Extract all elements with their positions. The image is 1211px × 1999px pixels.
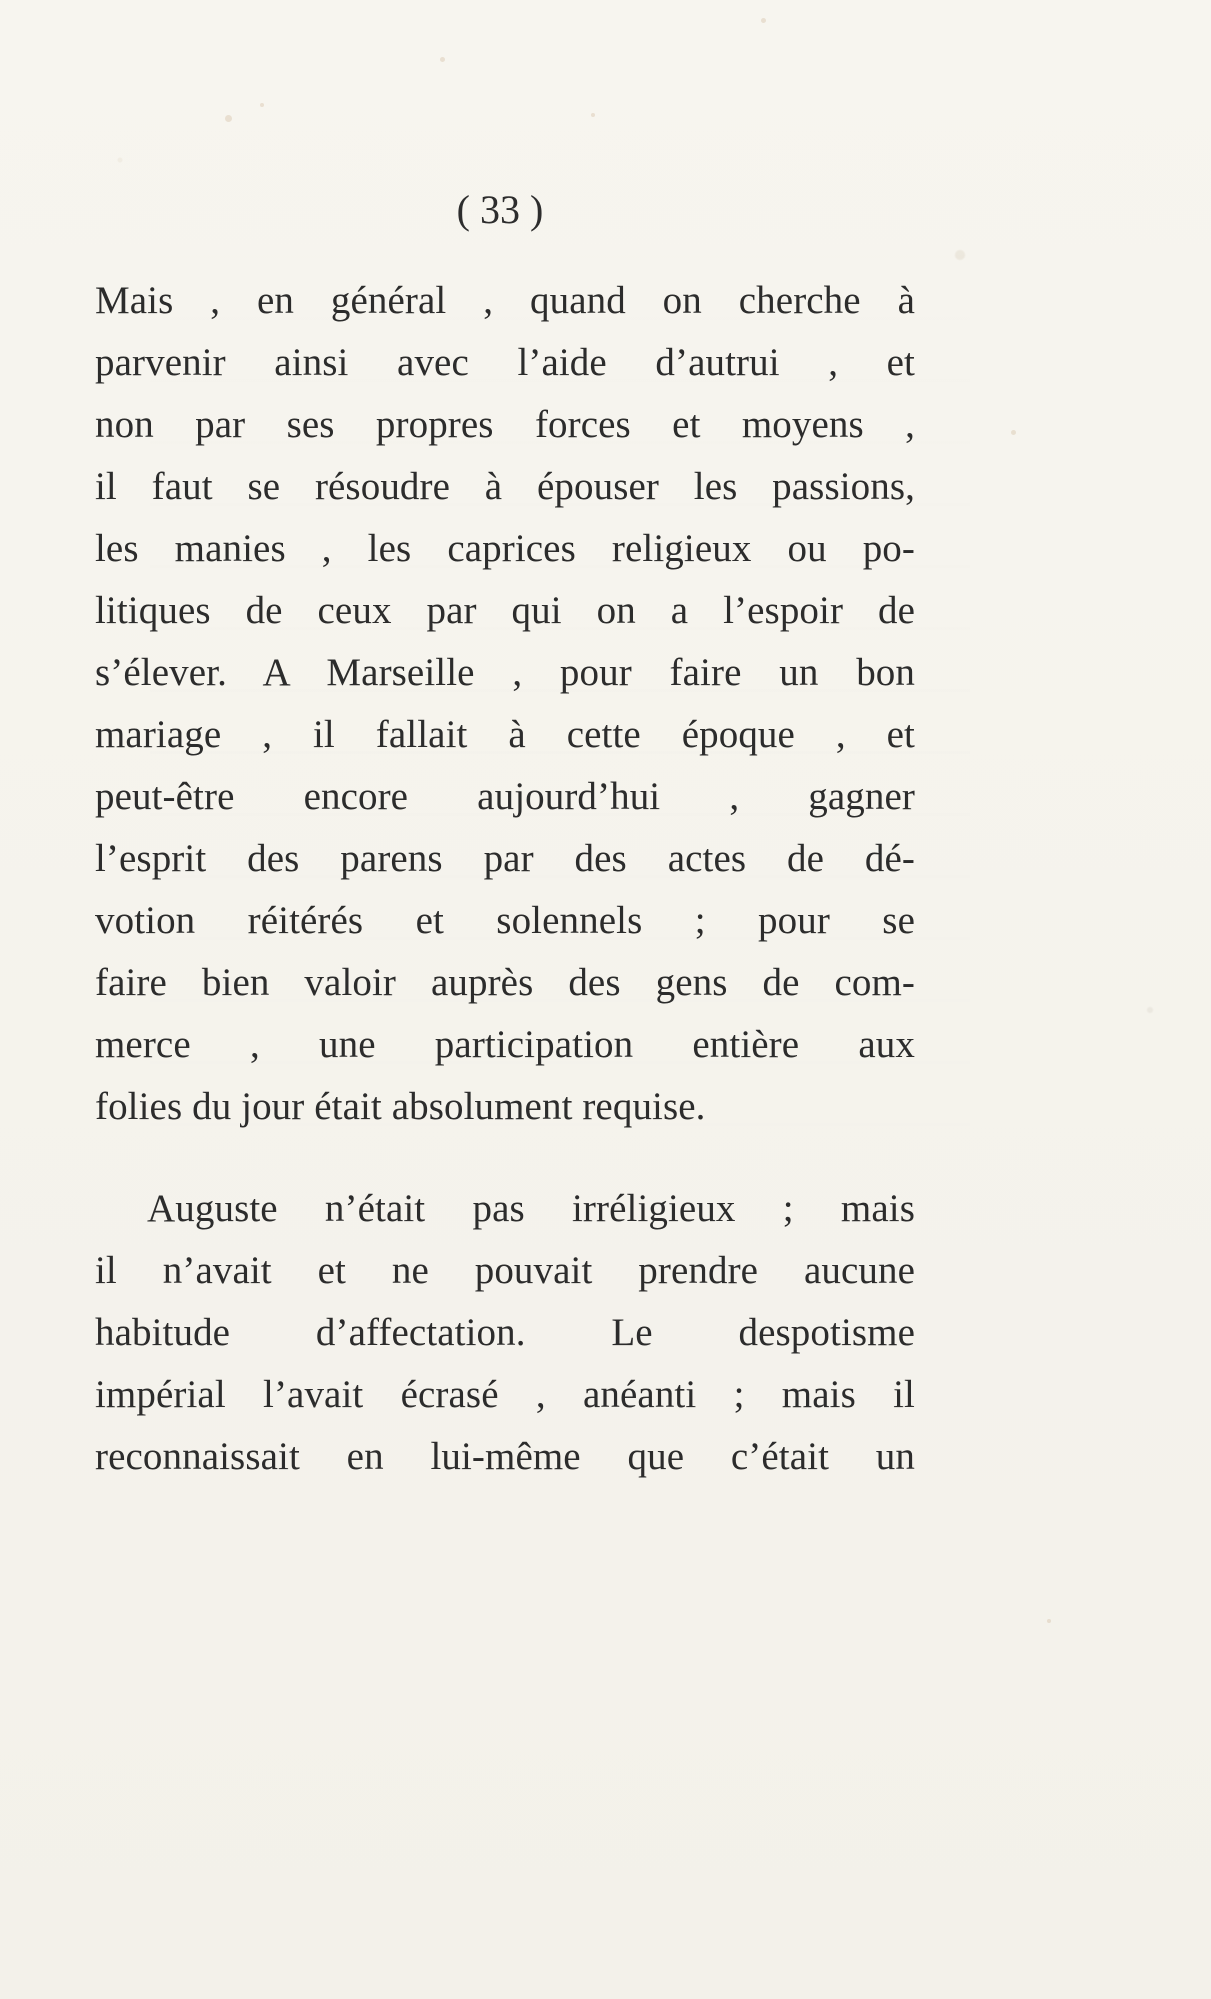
paragraph-line: votion réitérés et solennels ; pour se	[95, 899, 915, 942]
page-number: ( 33 )	[456, 187, 544, 232]
paragraph-line: mariage , il fallait à cette époque , et	[95, 713, 915, 756]
paragraph-1	[95, 270, 915, 1138]
paragraph-line: parvenir ainsi avec l’aide d’autrui , et	[95, 341, 915, 384]
foxing-spot	[440, 57, 445, 62]
paragraph-line: s’élever. A Marseille , pour faire un bon	[95, 651, 915, 694]
paragraph-line: habitude d’affectation. Le despotisme	[95, 1311, 915, 1354]
paragraph-line: merce , une participation entière aux	[95, 1023, 915, 1066]
foxing-spot	[761, 18, 766, 23]
foxing-spot	[260, 103, 264, 107]
foxing-spot	[1011, 430, 1016, 435]
paragraph-line: les manies , les caprices religieux ou po-	[95, 527, 915, 570]
paragraph-2	[95, 1178, 915, 1488]
paragraph-line: impérial l’avait écrasé , anéanti ; mais il	[95, 1373, 915, 1416]
paragraph-line: Auguste n’était pas irréligieux ; mais	[147, 1187, 915, 1230]
paragraph-line: l’esprit des parens par des actes de dé-	[95, 837, 915, 880]
paragraph-line: peut-être encore aujourd’hui , gagner	[95, 775, 915, 818]
page-body	[95, 270, 915, 1488]
paragraph-line: folies du jour était absolument requise.	[95, 1085, 706, 1128]
paragraph-line: non par ses propres forces et moyens ,	[95, 403, 915, 446]
paragraph-line: Mais , en général , quand on cherche à	[95, 279, 915, 322]
paragraph-gap	[95, 1138, 915, 1178]
foxing-spot	[225, 115, 232, 122]
paragraph-line: litiques de ceux par qui on a l’espoir de	[95, 589, 915, 632]
foxing-spot	[1047, 1619, 1051, 1623]
paragraph-line: il faut se résoudre à épouser les passions,	[95, 465, 915, 508]
paragraph-line: il n’avait et ne pouvait prendre aucune	[95, 1249, 915, 1292]
paragraph-line: faire bien valoir auprès des gens de com-	[95, 961, 915, 1004]
paragraph-line: reconnaissait en lui-même que c’était un	[95, 1435, 915, 1478]
foxing-spot	[591, 113, 595, 117]
